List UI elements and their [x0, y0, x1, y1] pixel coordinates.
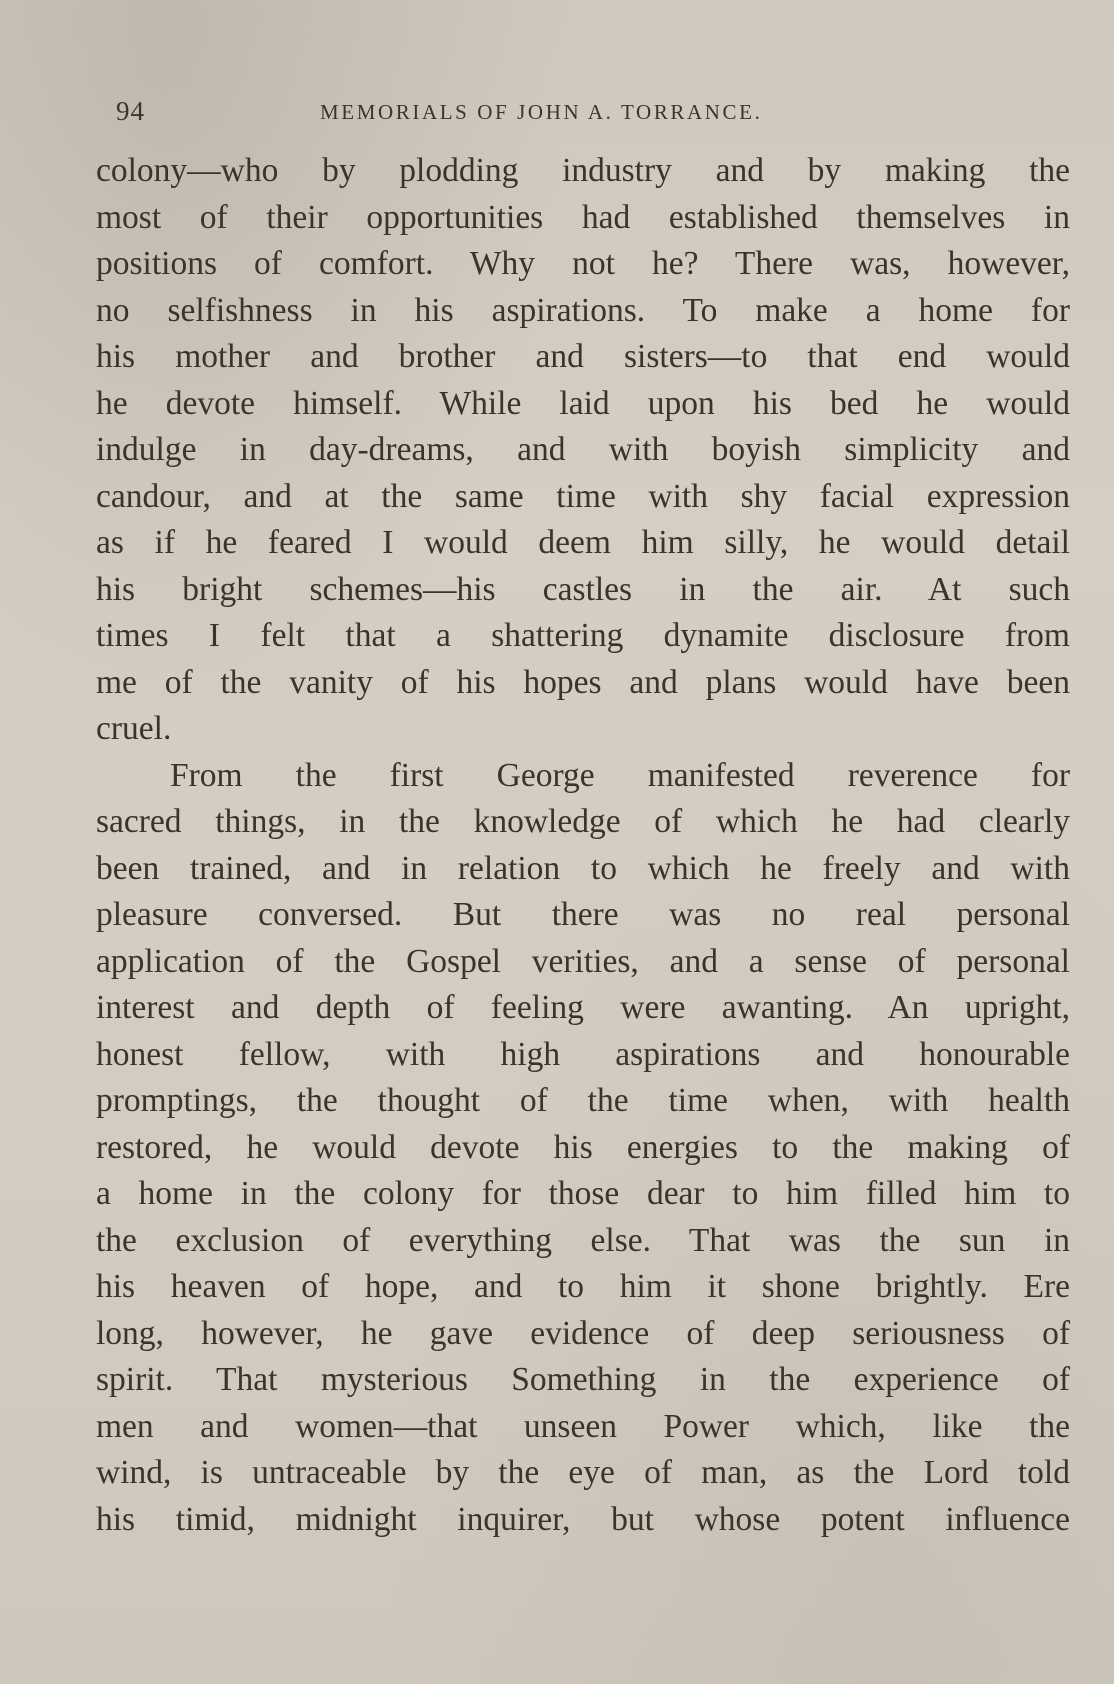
- text-line: cruel.: [96, 710, 172, 747]
- text-line: his heaven of hope, and to him it shone brightly. Ere: [96, 1268, 1070, 1305]
- text-line: been trained, and in relation to which he freely and with: [96, 849, 1070, 887]
- text-line: positions of comfort. Why not he? There was, however,: [96, 245, 1070, 282]
- text-line: promptings, the thought of the time when, with health: [96, 1082, 1070, 1119]
- text-line: he devote himself. While laid upon his bed he would: [96, 384, 1070, 422]
- running-head: [116, 96, 862, 136]
- text-line: the exclusion of everything else. That was the sun in: [96, 1221, 1070, 1259]
- text-line: times I felt that a shattering dynamite disclosure from: [96, 617, 1070, 654]
- text-line: most of their opportunities had established themselves in: [96, 198, 1070, 236]
- text-line: wind, is untraceable by the eye of man, as the Lord told: [96, 1454, 1070, 1491]
- text-line: a home in the colony for those dear to him filled him to: [96, 1175, 1070, 1212]
- text-line: me of the vanity of his hopes and plans would have been: [96, 663, 1070, 701]
- text-line: honest fellow, with high aspirations and honourable: [96, 1035, 1070, 1073]
- text-line: pleasure conversed. But there was no real personal: [96, 896, 1070, 933]
- text-line: candour, and at the same time with shy facial expression: [96, 477, 1070, 515]
- text-line: as if he feared I would deem him silly, he would detail: [96, 524, 1070, 561]
- text-line: application of the Gospel verities, and a sense of personal: [96, 942, 1070, 980]
- text-line: long, however, he gave evidence of deep seriousness of: [96, 1314, 1070, 1352]
- text-line: his timid, midnight inquirer, but whose potent influence: [96, 1500, 1070, 1538]
- page-number: 94: [116, 96, 145, 126]
- body-text: [96, 148, 1070, 1543]
- paragraph: [96, 753, 1070, 1544]
- text-line: interest and depth of feeling were awanting. An upright,: [96, 989, 1070, 1026]
- text-line: men and women—that unseen Power which, like the: [96, 1407, 1070, 1445]
- text-line: no selfishness in his aspirations. To make a home for: [96, 291, 1070, 329]
- text-line: his bright schemes—his castles in the air. At such: [96, 570, 1070, 608]
- text-line: indulge in day-dreams, and with boyish simplicity and: [96, 431, 1070, 468]
- text-line: sacred things, in the knowledge of which he had clearly: [96, 803, 1070, 840]
- text-line: his mother and brother and sisters—to that end would: [96, 338, 1070, 375]
- text-line: From the first George manifested reverence for: [170, 756, 1070, 794]
- paragraph: [96, 148, 1070, 753]
- text-line: spirit. That mysterious Something in the experience of: [96, 1361, 1070, 1398]
- running-title: MEMORIALS OF JOHN A. TORRANCE.: [320, 100, 763, 124]
- text-line: restored, he would devote his energies to the making of: [96, 1128, 1070, 1166]
- text-line: colony—who by plodding industry and by making the: [96, 152, 1070, 189]
